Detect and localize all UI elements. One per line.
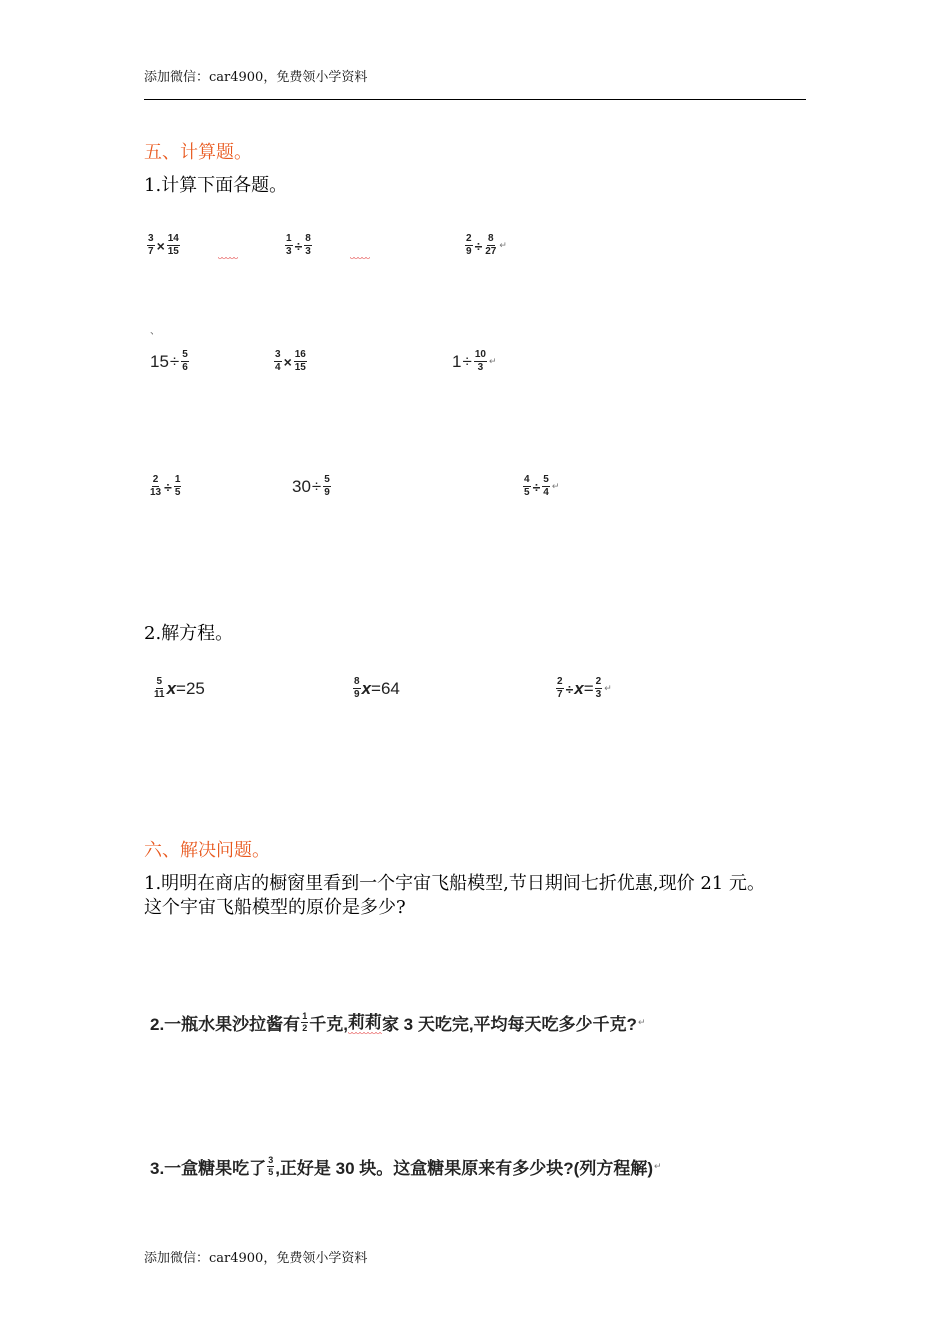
fraction: $\frac{1}{3}$ bbox=[286, 233, 292, 257]
fraction: $\frac{5}{4}$ bbox=[543, 474, 549, 498]
question-1-label: 1.计算下面各题。 bbox=[144, 175, 288, 196]
fraction: $\frac{3}{5}$ bbox=[268, 1155, 274, 1177]
problem-3: 3.一盒糖果吃了 $\frac{3}{5}$ ,正好是 30 块。这盒糖果原来有多少块?(列方程解) ↵ bbox=[150, 1155, 662, 1178]
paragraph-mark: ↵ bbox=[604, 683, 612, 693]
equation-2: $\frac{8}{9}$ x =64 bbox=[354, 676, 400, 700]
problem-2: 2.一瓶水果沙拉酱有 $\frac{1}{2}$ 千克, 莉莉 家 3 天吃完,平均每天吃多少千克? ↵ bbox=[150, 1008, 646, 1036]
calc-item-1: $\frac{3}{7}$ × $\frac{14}{15}$ bbox=[148, 233, 179, 257]
paragraph-mark: ↵ bbox=[637, 1016, 646, 1027]
stray-mark: 、 bbox=[150, 326, 160, 337]
calc-item-5: $\frac{3}{4}$ × $\frac{16}{15}$ bbox=[275, 349, 306, 373]
fraction: $\frac{8}{9}$ bbox=[354, 676, 360, 700]
fraction: $\frac{4}{5}$ bbox=[524, 474, 530, 498]
section-five-title: 五、计算题。 bbox=[144, 142, 252, 163]
fraction: $\frac{1}{2}$ bbox=[302, 1010, 308, 1033]
section-six-title: 六、解决问题。 bbox=[144, 840, 270, 861]
calc-item-7: $\frac{2}{13}$ ÷ $\frac{1}{5}$ bbox=[150, 474, 181, 498]
fraction: $\frac{16}{15}$ bbox=[294, 349, 306, 373]
calc-item-2: $\frac{1}{3}$ ÷ $\frac{8}{3}$ bbox=[286, 233, 311, 257]
fraction: $\frac{8}{27}$ bbox=[485, 233, 497, 257]
equation-1: $\frac{5}{11}$ x =25 bbox=[154, 676, 205, 700]
calc-item-6: 1 ÷ $\frac{10}{3}$ ↵ bbox=[452, 349, 497, 373]
calc-item-9: $\frac{4}{5}$ ÷ $\frac{5}{4}$ ↵ bbox=[524, 474, 560, 498]
header-rule bbox=[144, 99, 806, 100]
fraction: $\frac{5}{9}$ bbox=[324, 474, 330, 498]
fraction: $\frac{3}{7}$ bbox=[148, 233, 154, 257]
paragraph-mark: ↵ bbox=[499, 240, 507, 250]
fraction: $\frac{2}{3}$ bbox=[595, 676, 602, 700]
calc-item-3: $\frac{2}{9}$ ÷ $\frac{8}{27}$ ↵ bbox=[466, 233, 507, 257]
calc-item-4: 15 ÷ $\frac{5}{6}$ bbox=[150, 349, 188, 373]
fraction: $\frac{14}{15}$ bbox=[167, 233, 179, 257]
fraction: $\frac{8}{3}$ bbox=[305, 233, 311, 257]
fraction: $\frac{2}{7}$ bbox=[557, 676, 563, 700]
spellcheck-squiggle bbox=[218, 257, 238, 261]
problem-1-line-1: 1.明明在商店的橱窗里看到一个宇宙飞船模型,节日期间七折优惠,现价 21 元。 bbox=[144, 873, 765, 894]
fraction: $\frac{1}{5}$ bbox=[174, 474, 181, 498]
fraction: $\frac{10}{3}$ bbox=[474, 349, 486, 373]
fraction: $\frac{3}{4}$ bbox=[275, 349, 281, 373]
spellcheck-word: 莉莉 bbox=[348, 1008, 382, 1036]
paragraph-mark: ↵ bbox=[551, 481, 560, 491]
fraction: $\frac{2}{13}$ bbox=[150, 474, 162, 498]
fraction: $\frac{5}{6}$ bbox=[182, 349, 188, 373]
fraction: $\frac{5}{11}$ bbox=[154, 676, 165, 700]
header-text: 添加微信：car4900，免费领小学资料 bbox=[144, 70, 368, 85]
paragraph-mark: ↵ bbox=[488, 356, 497, 366]
fraction: $\frac{2}{9}$ bbox=[466, 233, 472, 257]
paragraph-mark: ↵ bbox=[654, 1161, 662, 1171]
problem-1-line-2: 这个宇宙飞船模型的原价是多少? bbox=[144, 897, 406, 918]
equation-3: $\frac{2}{7}$ ÷ x = $\frac{2}{3}$ ↵ bbox=[557, 676, 612, 700]
question-2-label: 2.解方程。 bbox=[144, 623, 234, 644]
footer-text: 添加微信：car4900，免费领小学资料 bbox=[144, 1251, 368, 1266]
calc-item-8: 30 ÷ $\frac{5}{9}$ bbox=[292, 474, 330, 498]
spellcheck-squiggle bbox=[350, 257, 370, 261]
